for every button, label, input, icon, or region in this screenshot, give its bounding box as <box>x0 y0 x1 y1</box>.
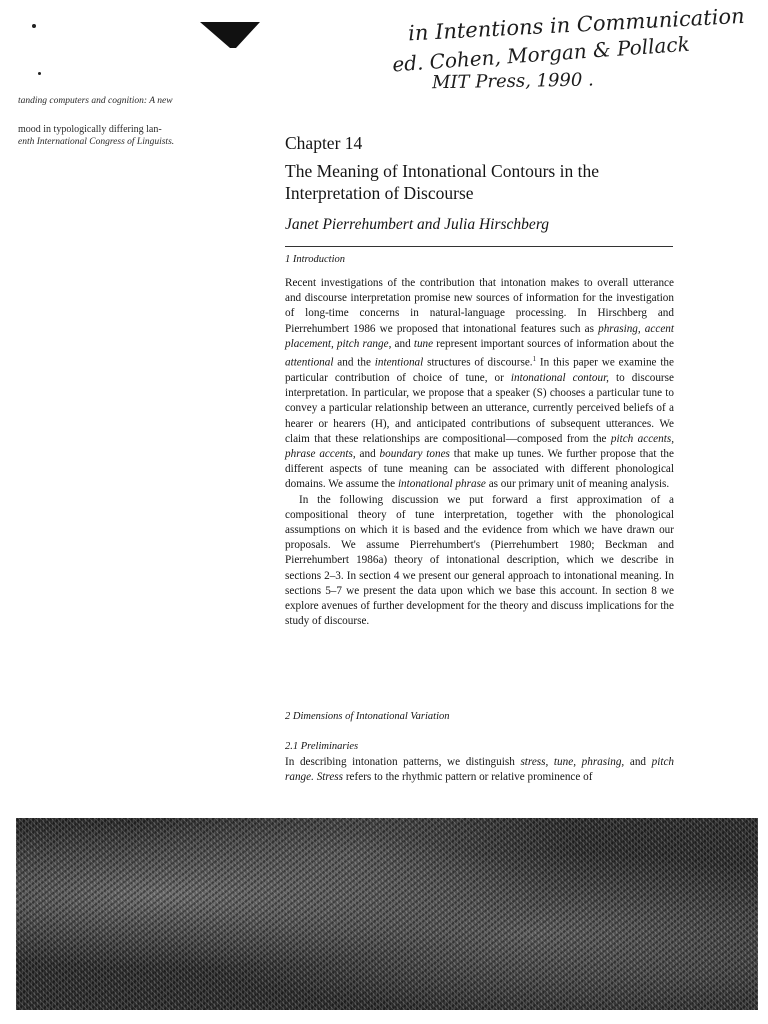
text-run: Recent investigations of the contribution that intonation makes to overall utterance and discourse interpretation promise new sources of information for the investigation of long-time concerns in natural-language processing. In Hirschberg and Pierrehumbert 1986 we proposed that intonational features such as <box>285 277 674 335</box>
section-heading: 2 Dimensions of Intonational Variation <box>285 711 450 722</box>
emphasis: stress, tune, phrasing, <box>520 756 625 768</box>
scan-speck <box>38 72 41 75</box>
emphasis: intonational contour, <box>510 371 609 384</box>
page-tab-mark <box>200 22 260 48</box>
paragraph <box>285 276 674 493</box>
scan-noise-region <box>16 818 758 1010</box>
handwritten-line: MIT Press, 1990 . <box>431 69 594 94</box>
text-run: and <box>624 756 652 768</box>
subsection-heading: 2.1 Preliminaries <box>285 741 359 752</box>
body-text-block <box>285 276 674 629</box>
text-run: as our primary unit of meaning analysis. <box>485 478 670 491</box>
text-run: and the <box>333 356 375 369</box>
scan-speck <box>32 24 36 28</box>
facing-page-fragment: tanding computers and cognition: A new <box>18 96 173 106</box>
emphasis: attentional <box>285 356 334 369</box>
text-run: In this paper we examine the particular contribution of choice of tune, or <box>285 356 674 384</box>
text-run: In describing intonation patterns, we distinguish <box>285 756 521 768</box>
text-run: refers to the rhythmic pattern or relative prominence of <box>343 771 593 784</box>
facing-page-fragment: mood in typologically differing lan- <box>18 124 162 135</box>
header-divider <box>285 246 673 247</box>
section-heading: 1 Introduction <box>285 254 345 265</box>
text-run: to discourse interpretation. In particular, we propose that a speaker (S) chooses a particular tune to convey a particular relationship between an utterance, currently perceived beliefs of a hearer or hearers (H), and anticipated contributions of subsequent utterances. We claim that these relationships are compositional—composed from the <box>285 371 674 445</box>
paragraph <box>285 755 674 785</box>
handwritten-citation-note <box>391 3 746 94</box>
facing-page-fragment: enth International Congress of Linguists. <box>18 137 175 147</box>
text-run: that make up tunes. We further propose that the different aspects of tune meaning can be associated with different phonological domains. We assume the <box>285 447 674 491</box>
chapter-title: The Meaning of Intonational Contours in the Interpretation of Discourse <box>285 161 599 203</box>
text-run: structures of discourse. <box>423 356 533 369</box>
emphasis: tune <box>413 337 434 350</box>
footnote-marker: 1 <box>532 355 537 364</box>
text-run: represent important sources of information about the <box>433 337 674 350</box>
handwritten-line: ed. Cohen, Morgan & Pollack <box>391 31 691 77</box>
emphasis: intonational phrase <box>397 478 486 491</box>
emphasis: intentional <box>374 356 424 369</box>
emphasis: phrasing, accent placement, pitch range, <box>285 322 675 350</box>
text-run: and <box>391 337 414 350</box>
handwritten-line: in Intentions in Communication <box>407 3 746 46</box>
chapter-authors: Janet Pierrehumbert and Julia Hirschberg <box>285 216 550 233</box>
paragraph: In the following discussion we put forward a first approximation of a compositional theory of tune interpretation, together with the phonological assumptions on which it is based and the evidence from which we have drawn our proposals. We assume Pierrehumbert's (Pierrehumbert 1980; Beckman and Pierrehumbert 1986a) theory of intonational description, which we describe in sections 2–3. In section 4 we present our general approach to intonational meaning. In sections 5–7 we present the data upon which we base this account. In section 8 we explore avenues of further development for the theory and discuss implications for the study of discourse. <box>285 493 674 628</box>
chapter-label: Chapter 14 <box>285 133 363 153</box>
body-text-block <box>285 755 674 785</box>
emphasis: boundary tones <box>379 447 450 460</box>
emphasis: pitch range. Stress <box>285 756 675 784</box>
emphasis: pitch accents, phrase accents, <box>285 432 674 460</box>
text-run: and <box>355 447 380 460</box>
